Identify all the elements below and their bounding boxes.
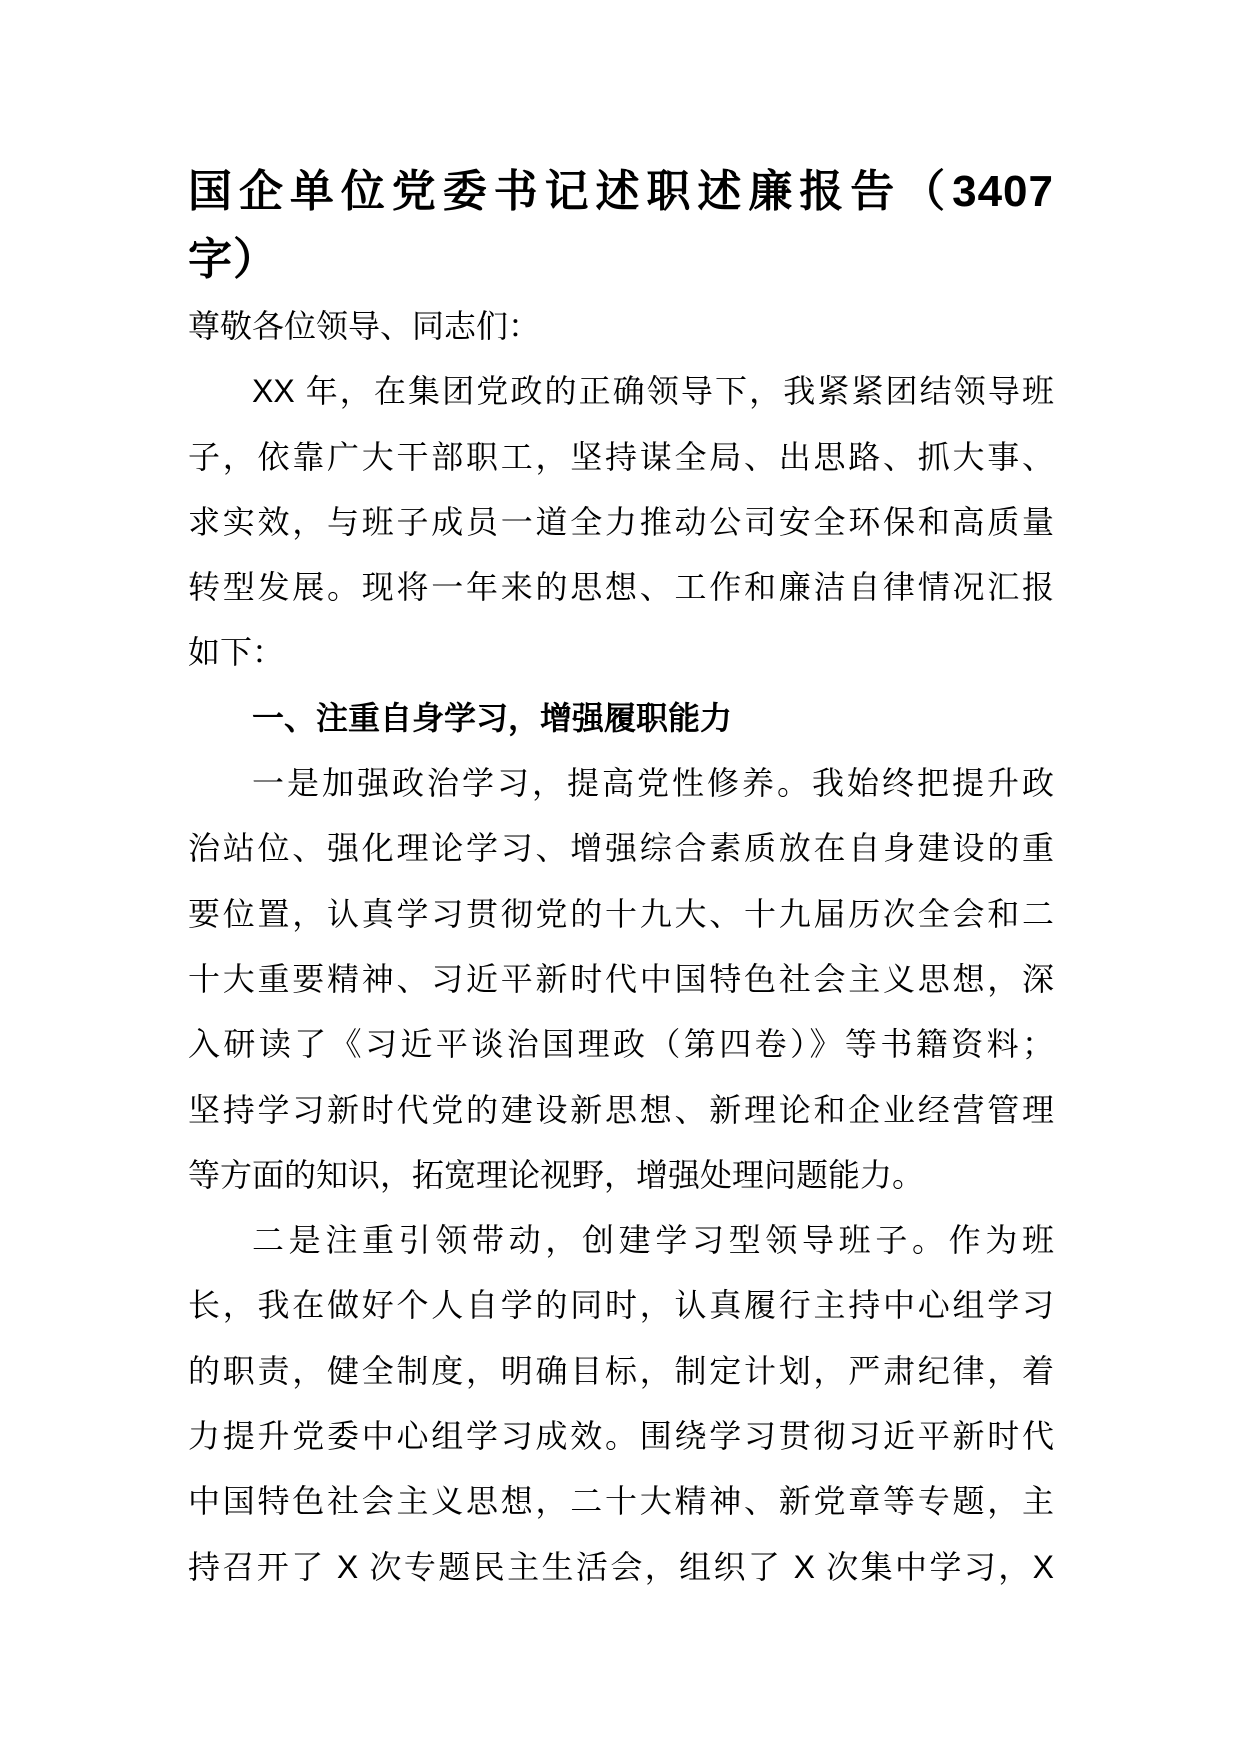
- text-line: 中国特色社会主义思想，二十大精神、新党章等专题，主: [188, 1483, 1054, 1520]
- text-line: 子，依靠广大干部职工，坚持谋全局、出思路、抓大事、: [188, 438, 1054, 475]
- paragraph: [188, 294, 1054, 359]
- text-line: 要位置，认真学习贯彻党的十九大、十九届历次全会和二: [188, 895, 1054, 932]
- text-line: 长，我在做好个人自学的同时，认真履行主持中心组学习: [188, 1287, 1054, 1324]
- text-line: 转型发展。现将一年来的思想、工作和廉洁自律情况汇报: [188, 569, 1054, 606]
- document-body: [188, 294, 1054, 1600]
- paragraph: [188, 751, 1054, 1208]
- text-line: 二是注重引领带动，创建学习型领导班子。作为班: [252, 1222, 1054, 1259]
- text-line: 的职责，健全制度，明确目标，制定计划，严肃纪律，着: [188, 1352, 1054, 1389]
- text-line: 一是加强政治学习，提高党性修养。我始终把提升政: [252, 765, 1054, 802]
- document-title: [188, 158, 1054, 294]
- text-line: 持召开了 X 次专题民主生活会，组织了 X 次集中学习，X: [188, 1548, 1054, 1585]
- text-line: 治站位、强化理论学习、增强综合素质放在自身建设的重: [188, 830, 1054, 867]
- text-line: 坚持学习新时代党的建设新思想、新理论和企业经营管理: [188, 1091, 1054, 1128]
- text-line: 如下：: [188, 634, 285, 671]
- text-line: 等方面的知识，拓宽理论视野，增强处理问题能力。: [188, 1156, 925, 1193]
- paragraph: [188, 1208, 1054, 1600]
- section-heading: [188, 686, 1054, 751]
- text-line: 求实效，与班子成员一道全力推动公司安全环保和高质量: [188, 503, 1054, 540]
- text-line: XX 年，在集团党政的正确领导下，我紧紧团结领导班: [252, 373, 1054, 410]
- text-line: 入研读了《习近平谈治国理政（第四卷）》等书籍资料；: [188, 1026, 1054, 1063]
- document-title-line: 国企单位党委书记述职述廉报告（3407: [188, 167, 1054, 216]
- text-line: 十大重要精神、习近平新时代中国特色社会主义思想，深: [188, 960, 1054, 997]
- paragraph: [188, 359, 1054, 685]
- text-line: 一、注重自身学习，增强履职能力: [252, 699, 733, 736]
- text-line: 尊敬各位领导、同志们：: [188, 308, 541, 344]
- document-content: [188, 158, 1054, 1600]
- document-title-line: 字）: [188, 235, 278, 284]
- text-line: 力提升党委中心组学习成效。围绕学习贯彻习近平新时代: [188, 1418, 1054, 1455]
